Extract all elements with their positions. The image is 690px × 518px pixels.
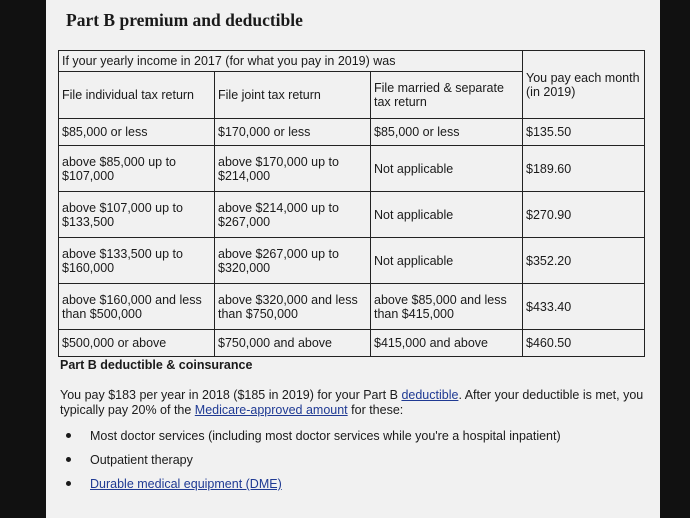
list-item xyxy=(60,476,561,500)
list-item-text: Most doctor services (including most doctor services while you're a hospital inpatient) xyxy=(90,429,561,443)
table-cell-amount: $189.60 xyxy=(523,146,645,192)
section-title: Part B deductible & coinsurance xyxy=(60,358,253,372)
document-page xyxy=(46,0,660,518)
table-cell: above $320,000 and less than $750,000 xyxy=(215,284,371,330)
table-cell: $750,000 and above xyxy=(215,330,371,357)
table-cell-amount: $352.20 xyxy=(523,238,645,284)
table-cell-amount: $135.50 xyxy=(523,119,645,146)
table-cell: above $214,000 up to $267,000 xyxy=(215,192,371,238)
dme-link[interactable]: Durable medical equipment (DME) xyxy=(90,477,282,491)
page-title: Part B premium and deductible xyxy=(66,10,303,30)
table-cell: $170,000 or less xyxy=(215,119,371,146)
bullet-icon xyxy=(66,433,71,438)
table-cell-amount: $433.40 xyxy=(523,284,645,330)
bullet-icon xyxy=(66,481,71,486)
table-cell: Not applicable xyxy=(371,238,523,284)
table-cell: above $160,000 and less than $500,000 xyxy=(59,284,215,330)
deductible-link[interactable]: deductible xyxy=(401,388,459,402)
table-cell: $415,000 and above xyxy=(371,330,523,357)
table-cell: above $85,000 and less than $415,000 xyxy=(371,284,523,330)
table-row xyxy=(59,119,645,146)
header-cell-monthly: You pay each month (in 2019) xyxy=(523,51,645,119)
header-cell-individual: File individual tax return xyxy=(59,72,215,119)
table-cell: Not applicable xyxy=(371,192,523,238)
table-cell: above $267,000 up to $320,000 xyxy=(215,238,371,284)
medicare-approved-amount-link[interactable]: Medicare-approved amount xyxy=(194,403,348,417)
list-item xyxy=(60,428,561,452)
table-caption: If your yearly income in 2017 (for what you pay in 2019) was xyxy=(59,51,523,72)
header-cell-joint: File joint tax return xyxy=(215,72,371,119)
paragraph-text: . After your deductible is met, you typically pay 20% of the xyxy=(60,388,644,417)
table-row xyxy=(59,192,645,238)
premium-table xyxy=(58,50,645,357)
table-cell: above $133,500 up to $160,000 xyxy=(59,238,215,284)
list-item xyxy=(60,452,561,476)
coverage-list xyxy=(60,428,561,500)
table-cell: $85,000 or less xyxy=(59,119,215,146)
table-caption-row xyxy=(59,51,645,72)
table-cell-amount: $270.90 xyxy=(523,192,645,238)
table-cell: above $107,000 up to $133,500 xyxy=(59,192,215,238)
table-row xyxy=(59,284,645,330)
bullet-icon xyxy=(66,457,71,462)
table-row xyxy=(59,146,645,192)
table-row xyxy=(59,330,645,357)
paragraph-text: You pay $183 per year in 2018 ($185 in 2019) for your Part B xyxy=(60,388,402,402)
header-cell-married-separate: File married & separate tax return xyxy=(371,72,523,119)
table-cell: $85,000 or less xyxy=(371,119,523,146)
table-cell: $500,000 or above xyxy=(59,330,215,357)
table-cell: Not applicable xyxy=(371,146,523,192)
table-cell-amount: $460.50 xyxy=(523,330,645,357)
table-cell: above $170,000 up to $214,000 xyxy=(215,146,371,192)
table-cell: above $85,000 up to $107,000 xyxy=(59,146,215,192)
table-row xyxy=(59,238,645,284)
list-item-text: Outpatient therapy xyxy=(90,453,193,467)
deductible-paragraph xyxy=(60,388,650,418)
paragraph-text: for these: xyxy=(347,403,404,417)
